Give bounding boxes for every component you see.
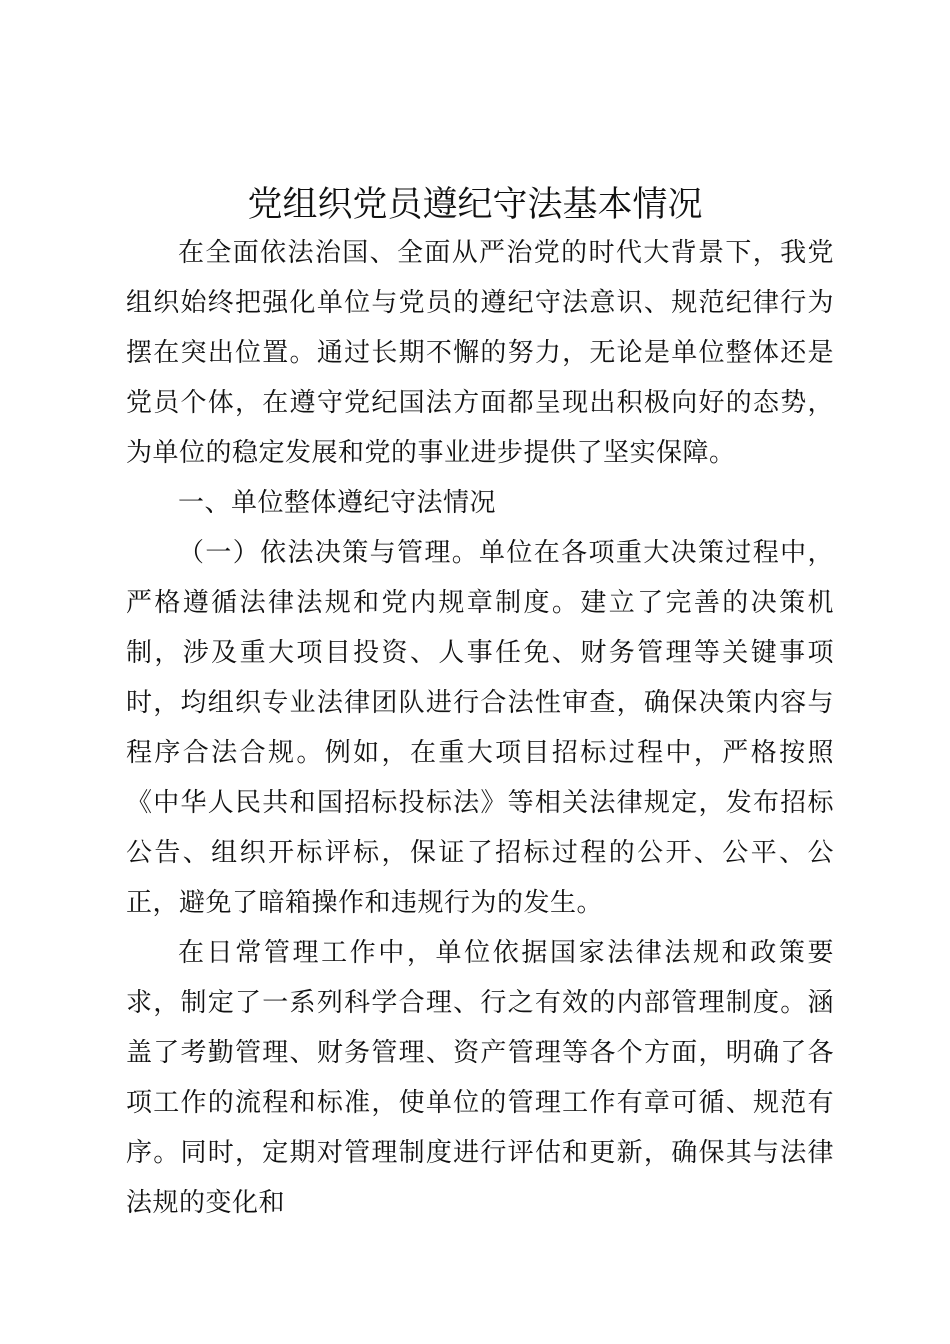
intro-paragraph: 在全面依法治国、全面从严治党的时代大背景下，我党组织始终把强化单位与党员的遵纪守法意识、规范纪律行为摆在突出位置。通过长期不懈的努力，无论是单位整体还是党员个体，在遵守党纪国法方面都呈现出积极向好的态势，为单位的稳定发展和党的事业进步提供了坚实保障。 (126, 238, 834, 468)
subsection-paragraph: （一）依法决策与管理。单位在各项重大决策过程中，严格遵循法律法规和党内规章制度。建立了完善的决策机制，涉及重大项目投资、人事任免、财务管理等关键事项时，均组织专业法律团队进行合法性审查，确保决策内容与程序合法合规。例如，在重大项目招标过程中，严格按照《中华人民共和国招标投标法》等相关法律规定，发布招标公告、组织开标评标，保证了招标过程的公开、公平、公正，避免了暗箱操作和违规行为的发生。 (126, 538, 834, 918)
section-heading: 一、单位整体遵纪守法情况 (178, 488, 497, 518)
document-body (126, 228, 834, 1228)
management-paragraph: 在日常管理工作中，单位依据国家法律法规和政策要求，制定了一系列科学合理、行之有效的内部管理制度。涵盖了考勤管理、财务管理、资产管理等各个方面，明确了各项工作的流程和标准，使单位的管理工作有章可循、规范有序。同时，定期对管理制度进行评估和更新，确保其与法律法规的变化和 (126, 938, 834, 1218)
document-title: 党组织党员遵纪守法基本情况 (247, 185, 703, 225)
